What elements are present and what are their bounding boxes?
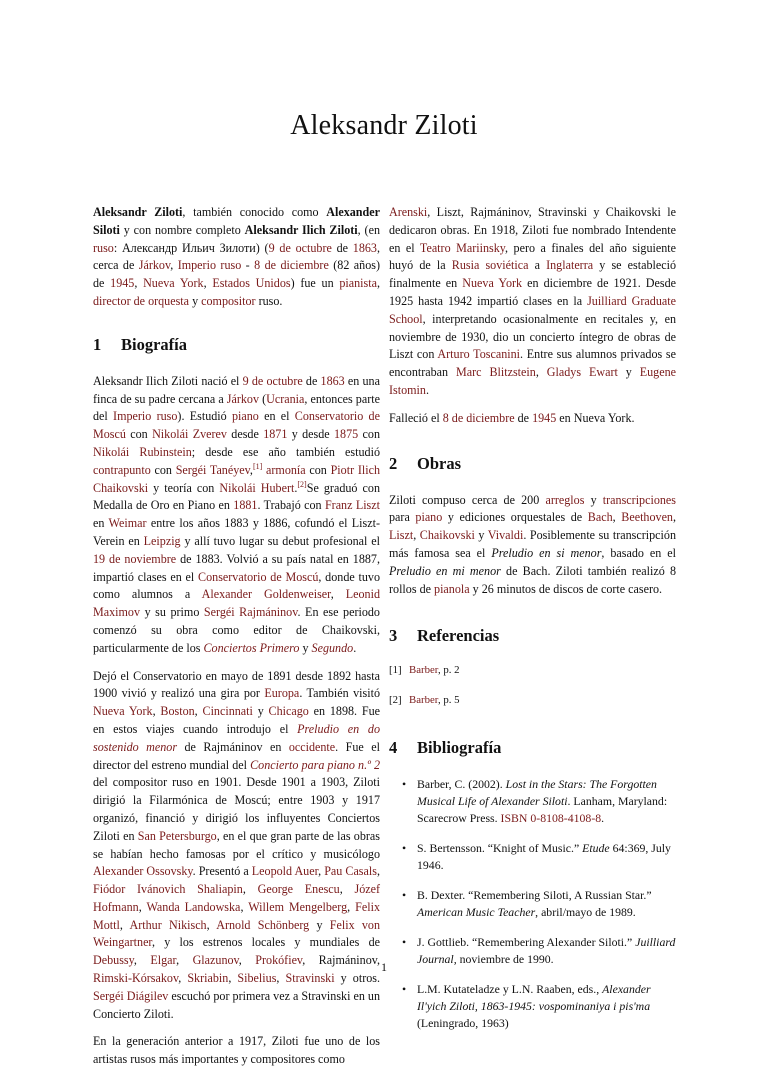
link-segundo[interactable]: Segundo — [311, 640, 354, 655]
link-nikisch[interactable]: Arthur Nikisch — [129, 917, 207, 932]
link-ucrania[interactable]: Ucrania — [266, 391, 305, 406]
link-contrapunto[interactable]: contrapunto — [93, 462, 151, 477]
link-mariinsky[interactable]: Teatro Mariinsky — [419, 240, 506, 255]
link-transcripciones[interactable]: transcripciones — [602, 492, 677, 507]
bullet-icon: • — [402, 776, 407, 791]
biografia-paragraph-4: Falleció el 8 de diciembre de 1945 en Nueva York. — [389, 410, 635, 425]
link-hofmann[interactable]: Józef Hofmann — [93, 882, 381, 914]
section-heading-obras: 2 Obras — [389, 453, 462, 473]
link-ruso[interactable]: ruso — [93, 240, 114, 255]
link-nueva-york-3[interactable]: Nueva York — [462, 276, 523, 291]
link-bach[interactable]: Bach — [587, 510, 613, 525]
link-casals[interactable]: Pau Casals — [324, 864, 377, 879]
link-enescu[interactable]: George Enescu — [257, 882, 340, 897]
link-estados-unidos[interactable]: Estados Unidos — [212, 276, 291, 291]
link-weingartner[interactable]: Felix von Weingartner — [93, 917, 381, 950]
link-goldenweiser[interactable]: Alexander Goldenweiser — [201, 587, 331, 602]
bullet-icon: • — [402, 934, 407, 949]
link-chicago[interactable]: Chicago — [268, 704, 309, 719]
bibliography-item: • S. Bertensson. “Knight of Music.” Etude 64:369, July 1946. — [402, 840, 671, 872]
citation-1[interactable]: [1] — [252, 461, 263, 471]
right-column — [389, 204, 676, 1045]
link-arreglos[interactable]: arreglos — [545, 492, 585, 507]
link-diagilev[interactable]: Sergéi Diágilev — [93, 988, 169, 1003]
link-stravinski[interactable]: Stravinski — [285, 971, 335, 986]
link-liszt[interactable]: Franz Liszt — [324, 498, 380, 513]
link-rimski[interactable]: Rimski-Kórsakov — [93, 971, 179, 986]
bullet-icon: • — [402, 887, 407, 902]
link-glazunov[interactable]: Glazunov — [192, 953, 239, 968]
link-8-diciembre[interactable]: 8 de diciembre — [254, 258, 329, 273]
link-1945-2[interactable]: 1945 — [532, 410, 557, 425]
link-rajmaninov[interactable]: Sergéi Rajmáninov — [203, 605, 298, 620]
link-1863[interactable]: 1863 — [352, 240, 377, 255]
link-shaliapin[interactable]: Fiódor Ivánovich Shaliapin — [93, 882, 243, 897]
biografia-paragraph-1: Aleksandr Ilich Ziloti nació el 9 de octubre de 1863 en una finca de su padre cercana a Járkov (Ucrania, entonces parte del Imperio ruso). Estudió piano en el Conservatorio de Moscú con Nikolái Zverev desde 1871 y desde 1875 con Nikolái Rubinstein; desde ese año también estudió contrapunto con Sergéi Tanéyev,[1] armonía con Piotr Ilich Chaikovski y teoría con Nikolái Hubert.[2]Se graduó con Medalla de Oro en Piano en 1881. Trabajó con Franz Liszt en Weimar entre los años 1883 y 1886, cofundó el Liszt-Verein en Leipzig y allí tuvo lugar su debut profesional el 19 de noviembre de 1883. Volvió a su país natal en 1887, impartió clases en el Conservatorio de Moscú, donde tuvo como alumnos a Alexander Goldenweiser, Leonid Maximov y su primo Sergéi Rajmáninov. En ese periodo comenzó su obra como editor de Chaikovski, particularmente de los Conciertos Primero y Segundo. — [93, 373, 381, 655]
page-title: Aleksandr Ziloti — [290, 110, 478, 141]
link-inglaterra[interactable]: Inglaterra — [546, 258, 594, 273]
link-19-noviembre[interactable]: 19 de noviembre — [93, 551, 177, 566]
link-concierto-2[interactable]: Concierto para piano n.º 2 — [250, 757, 380, 772]
link-nueva-york-2[interactable]: Nueva York — [93, 704, 153, 719]
link-chaikovski[interactable]: Piotr Ilich Chaikovski — [93, 462, 380, 495]
link-jarkov[interactable]: Járkov — [138, 258, 171, 273]
link-pianola[interactable]: pianola — [434, 581, 470, 596]
link-piano[interactable]: piano — [231, 409, 259, 424]
bibliography-item: • Barber, C. (2002). Lost in the Stars: The Forgotten Musical Life of Alexander Siloti. Lanham, Maryland: Scarecrow Press. ISBN 0-8108-4108-8. — [402, 776, 668, 825]
link-sibelius[interactable]: Sibelius — [237, 971, 277, 986]
link-jarkov-2[interactable]: Járkov — [226, 391, 260, 406]
bullet-icon: • — [402, 981, 407, 996]
link-pianista[interactable]: pianista — [339, 276, 377, 291]
link-beethoven[interactable]: Beethoven — [621, 510, 673, 525]
bibliography-item: • L.M. Kutateladze y L.N. Raaben, eds., Alexander Il'yich Ziloti, 1863-1945: vospominaniya i pis'ma (Leningrado, 1963) — [402, 981, 651, 1030]
section-heading-biografia: 1 Biografía — [93, 334, 187, 354]
link-cincinnati[interactable]: Cincinnati — [202, 704, 253, 719]
link-debussy[interactable]: Debussy — [93, 953, 134, 968]
link-elgar[interactable]: Elgar — [150, 953, 177, 968]
reference-link-barber-1[interactable]: Barber — [409, 664, 438, 677]
link-ossovsky[interactable]: Alexander Ossovsky — [93, 864, 193, 879]
link-prokofiev[interactable]: Prokófiev — [255, 953, 303, 968]
link-preludio[interactable]: Preludio en do sostenido menor — [93, 721, 380, 754]
link-hubert[interactable]: Nikolái Hubert — [219, 480, 295, 495]
link-1945[interactable]: 1945 — [110, 276, 135, 291]
link-armonia[interactable]: armonía — [266, 462, 306, 477]
link-occidente[interactable]: occidente — [288, 739, 336, 754]
left-column — [93, 204, 380, 1079]
link-blitzstein[interactable]: Marc Blitzstein — [456, 365, 536, 380]
biografia-paragraph-3-cont: Arenski, Liszt, Rajmáninov, Stravinski y Chaikovski le dedicaron obras. En 1918, Ziloti fue nombrado Intendente en el Teatro Mariinsky, pero a finales del año siguiente huyó de la Rusia soviética a Inglaterra y se estableció finalmente en Nueva York en diciembre de 1921. Desde 1925 hasta 1942 impartió clases en la Juilliard Graduate School, interpretando ocasionalmente en recitales y, en noviembre de 1930, dio un concierto íntegro de obras de Liszt con Arturo Toscanini. Entre sus alumnos privados se encontraban Marc Blitzstein, Gladys Ewart y Eugene Istomin. — [389, 205, 677, 397]
bullet-icon: • — [402, 840, 407, 855]
link-maximov[interactable]: Leonid Maximov — [93, 587, 381, 620]
link-compositor[interactable]: compositor — [201, 293, 256, 308]
link-leipzig[interactable]: Leipzig — [143, 533, 181, 548]
section-heading-referencias: 3 Referencias — [389, 626, 500, 646]
link-conciertos[interactable]: Conciertos Primero — [203, 640, 300, 655]
citation-2[interactable]: [2] — [297, 479, 307, 489]
link-istomin[interactable]: Eugene Istomin — [389, 365, 676, 397]
biografia-paragraph-3: En la generación anterior a 1917, Ziloti fue uno de los artistas rusos más importantes y compositores como — [93, 1034, 380, 1067]
link-zverev[interactable]: Nikolái Zverev — [152, 427, 227, 442]
link-9-octubre[interactable]: 9 de octubre — [268, 240, 332, 255]
link-san-petersburgo[interactable]: San Petersburgo — [137, 828, 217, 843]
link-weimar[interactable]: Weimar — [108, 516, 147, 531]
link-mengelberg[interactable]: Willem Mengelberg — [248, 899, 348, 914]
link-conservatorio-moscu-2[interactable]: Conservatorio de Moscú — [198, 569, 319, 584]
reference-item: [2] Barber, p. 5 — [389, 694, 460, 707]
link-rubinstein[interactable]: Nikolái Rubinstein — [93, 444, 192, 459]
bibliography-item: • B. Dexter. “Remembering Siloti, A Russian Star.” American Music Teacher, abril/mayo de 1989. — [402, 887, 652, 919]
link-8-diciembre-2[interactable]: 8 de diciembre — [442, 410, 515, 425]
link-vivaldi[interactable]: Vivaldi — [487, 528, 524, 543]
link-schonberg[interactable]: Arnold Schönberg — [216, 917, 310, 932]
link-rusia-sovietica[interactable]: Rusia soviética — [451, 258, 529, 273]
link-1881[interactable]: 1881 — [233, 498, 258, 513]
link-nueva-york[interactable]: Nueva York — [143, 276, 204, 291]
link-imperio-ruso-2[interactable]: Imperio ruso — [113, 409, 178, 424]
link-1863-2[interactable]: 1863 — [320, 373, 345, 388]
link-chaikovski-2[interactable]: Chaikovski — [419, 528, 475, 543]
link-1871[interactable]: 1871 — [263, 427, 288, 442]
link-imperio-ruso[interactable]: Imperio ruso — [177, 258, 242, 273]
link-director[interactable]: director de orquesta — [93, 293, 190, 308]
link-landowska[interactable]: Wanda Landowska — [146, 899, 241, 914]
link-skriabin[interactable]: Skriabin — [187, 971, 229, 986]
link-toscanini[interactable]: Arturo Toscanini — [437, 347, 521, 362]
link-ewart[interactable]: Gladys Ewart — [546, 365, 618, 380]
link-piano-2[interactable]: piano — [415, 510, 443, 525]
bibliography-list — [389, 776, 676, 1032]
section-heading-bibliografia: 4 Bibliografía — [389, 737, 502, 757]
references-list — [389, 662, 676, 710]
link-taneyev[interactable]: Sergéi Tanéyev — [175, 462, 250, 477]
link-arenski[interactable]: Arenski — [389, 205, 428, 219]
page-number: 1 — [381, 960, 387, 974]
biografia-paragraph-2: Dejó el Conservatorio en mayo de 1891 desde 1892 hasta 1900 vivió y realizó una gira por Europa. También visitó Nueva York, Boston, Cincinnati y Chicago en 1898. Fue en estos viajes cuando introdujo el Preludio en do sostenido menor de Rajmáninov en occidente. Fue el director del estreno mundial del Concierto para piano n.º 2 del compositor ruso en 1901. Desde 1901 a 1903, Ziloti dirigió la Filarmónica de Moscú; entre 1903 y 1917 organizó, financió y dirigió los influyentes Conciertos Ziloti en San Petersburgo, en el que gran parte de las obras se habían hecho famosas por el crítico y musicólogo Alexander Ossovsky. Presentó a Leopold Auer, Pau Casals, Fiódor Ivánovich Shaliapin, George Enescu, Józef Hofmann, Wanda Landowska, Willem Mengelberg, Felix Mottl, Arthur Nikisch, Arnold Schönberg y Felix von Weingartner, y los estrenos locales y mundiales de Debussy, Elgar, Glazunov, Prokófiev, Rajmáninov, Rimski-Kórsakov, Skriabin, Sibelius, Stravinski y otros. Sergéi Diágilev escuchó por primera vez a Stravinski en un Concierto Ziloti. — [93, 668, 381, 1021]
reference-item: [1] Barber, p. 2 — [389, 664, 460, 677]
link-isbn[interactable]: ISBN 0-8108-4108-8 — [500, 810, 602, 825]
intro-paragraph: Aleksandr Ziloti, también conocido como Alexander Siloti y con nombre completo Aleksandr Ilich Ziloti, (en ruso: Александр Ильич Зилоти) (9 de octubre de 1863, cerca de Járkov, Imperio ruso - 8 de diciembre (82 años) de 1945, Nueva York, Estados Unidos) fue un pianista, director de orquesta y compositor ruso. — [93, 205, 380, 308]
link-mottl[interactable]: Felix Mottl — [93, 899, 380, 932]
link-liszt-2[interactable]: Liszt — [389, 528, 414, 543]
link-9-octubre-2[interactable]: 9 de octubre — [242, 373, 303, 388]
link-conservatorio-moscu[interactable]: Conservatorio de Moscú — [93, 409, 380, 442]
link-europa[interactable]: Europa — [264, 686, 300, 701]
reference-link-barber-2[interactable]: Barber — [409, 694, 438, 707]
link-1875[interactable]: 1875 — [334, 427, 359, 442]
bibliography-item: • J. Gottlieb. “Remembering Alexander Siloti.” Juilliard Journal, noviembre de 1990. — [402, 934, 676, 966]
obras-paragraph: Ziloti compuso cerca de 200 arreglos y transcripciones para piano y ediciones orquestales de Bach, Beethoven, Liszt, Chaikovski y Vivaldi. Posiblemente su transcripción más famosa sea el Preludio en si menor, basado en el Preludio en mi menor de Bach. Ziloti también realizó 8 rollos de pianola y 26 minutos de discos de corte casero. — [389, 492, 677, 596]
link-juilliard[interactable]: Juilliard Graduate School — [389, 293, 676, 326]
link-boston[interactable]: Boston — [160, 704, 195, 719]
link-auer[interactable]: Leopold Auer — [251, 864, 319, 879]
